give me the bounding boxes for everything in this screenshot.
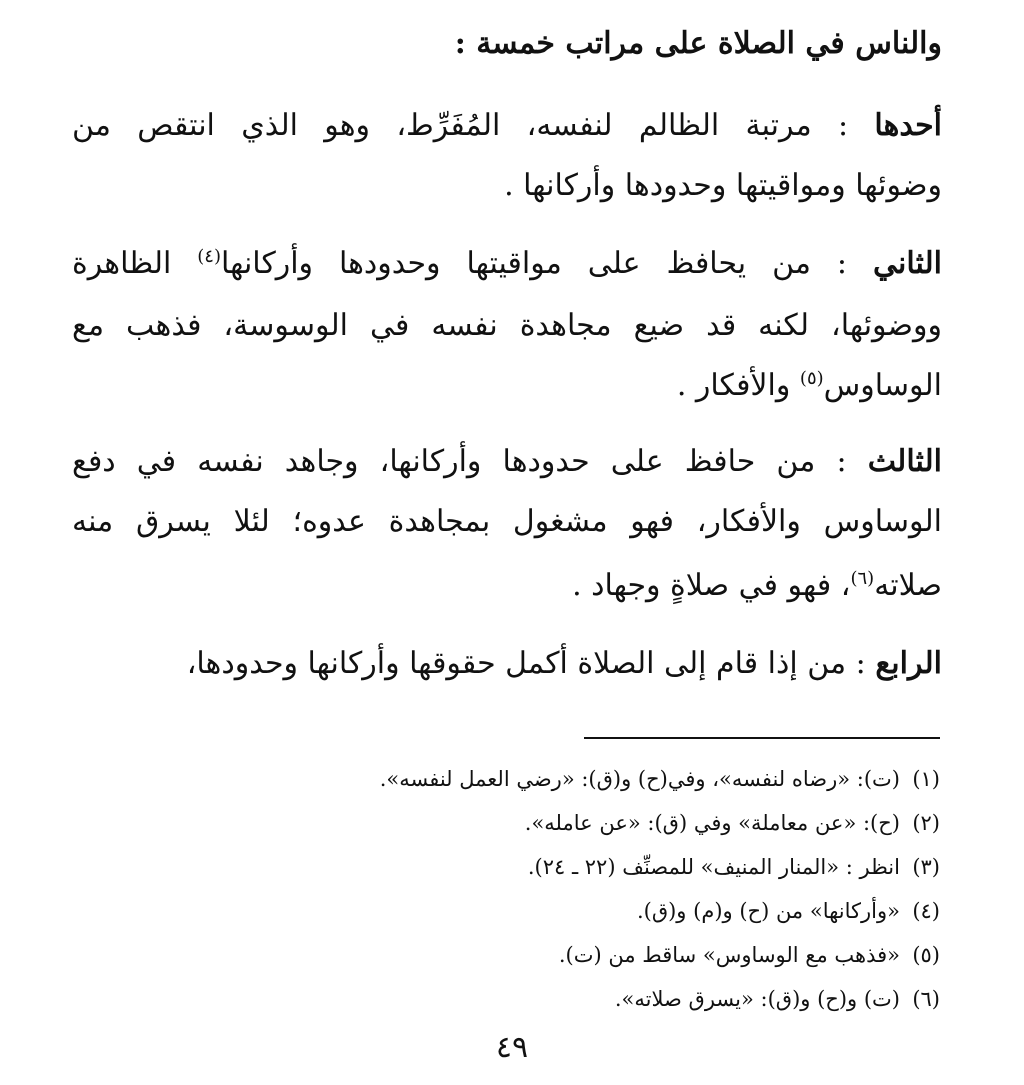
footnote-text: (ت) و(ح) و(ق): «يسرق صلاته». [614, 987, 900, 1011]
rank-two-line-3 [677, 364, 942, 408]
rank-two-text-3b: والأفكار . [676, 368, 800, 403]
footnote-text: انظر : «المنار المنيف» للمصنِّف (٢٢ ـ ٢٤). [527, 855, 900, 879]
footnote-number: (٢) [912, 811, 940, 835]
page-number: ٤٩ [495, 1030, 529, 1065]
rank-two-line-1 [72, 242, 942, 286]
rank-three-separator: : [815, 444, 868, 479]
footnote-number: (١) [912, 767, 940, 791]
rank-three-line-1 [72, 440, 942, 484]
rank-four-label: الرابع [875, 646, 942, 681]
footnote-ref-5: (٥) [799, 368, 824, 389]
rank-one-line-2 [504, 164, 942, 208]
rank-two-separator: : [811, 246, 873, 281]
footnote-text: (ح): «عن معاملة» وفي (ق): «عن عامله». [524, 811, 900, 835]
rank-one-text-1: مرتبة الظالم لنفسه، المُفَرِّط، وهو الذي انتقص من [72, 108, 812, 143]
rank-two-text-3a: الوساوس [823, 368, 942, 403]
rank-four-text-1: من إذا قام إلى الصلاة أكمل حقوقها وأركانها وحدودها، [186, 646, 847, 681]
rank-three-text-1: من حافظ على حدودها وأركانها، وجاهد نفسه في دفع [72, 444, 816, 479]
footnote-number: (٤) [912, 899, 940, 923]
footnote-text: «وأركانها» من (ح) و(م) و(ق). [636, 899, 900, 923]
rank-one-label: أحدها [874, 108, 942, 143]
rank-three-text-3b: ، فهو في صلاةٍ وجهاد . [572, 568, 851, 603]
rank-three-line-2 [72, 500, 942, 544]
rank-two-line-2 [72, 304, 942, 348]
rank-four-separator: : [846, 646, 876, 681]
rank-two-text-1a: من يحافظ على مواقيتها وحدودها وأركانها [220, 246, 811, 281]
footnote-number: (٦) [912, 987, 940, 1011]
rank-two-text-2: ووضوئها، لكنه قد ضيع مجاهدة نفسه في الوسوسة، فذهب مع [72, 308, 942, 343]
rank-four-line-1 [187, 642, 942, 686]
footnote-separator-rule [584, 737, 940, 739]
footnote-4 [637, 894, 940, 928]
rank-one-line-1 [72, 104, 942, 148]
intro-text: والناس في الصلاة على مراتب خمسة : [454, 26, 942, 61]
footnote-5 [559, 938, 940, 972]
footnote-ref-6: (٦) [850, 568, 875, 589]
footnote-2 [525, 806, 940, 840]
rank-three-text-3a: صلاته [874, 568, 942, 603]
rank-three-text-2: الوساوس والأفكار، فهو مشغول بمجاهدة عدوه؛ لئلا يسرق منه [72, 504, 942, 539]
footnote-3 [528, 850, 940, 884]
intro-line [455, 22, 942, 66]
footnote-text: «فذهب مع الوساوس» ساقط من (ت). [558, 943, 900, 967]
rank-one-text-2: وضوئها ومواقيتها وحدودها وأركانها . [504, 168, 942, 203]
footnote-1 [380, 762, 940, 796]
rank-two-text-1b: الظاهرة [72, 246, 198, 281]
footnote-6 [615, 982, 940, 1016]
rank-three-line-3 [572, 564, 942, 608]
footnote-number: (٥) [912, 943, 940, 967]
footnote-text: (ت): «رضاه لنفسه»، وفي(ح) و(ق): «رضي العمل لنفسه». [379, 767, 900, 791]
rank-three-label: الثالث [867, 444, 942, 479]
footnote-number: (٣) [912, 855, 940, 879]
footnote-ref-4: (٤) [197, 246, 221, 267]
rank-one-separator: : [811, 108, 875, 143]
rank-two-label: الثاني [872, 246, 942, 281]
